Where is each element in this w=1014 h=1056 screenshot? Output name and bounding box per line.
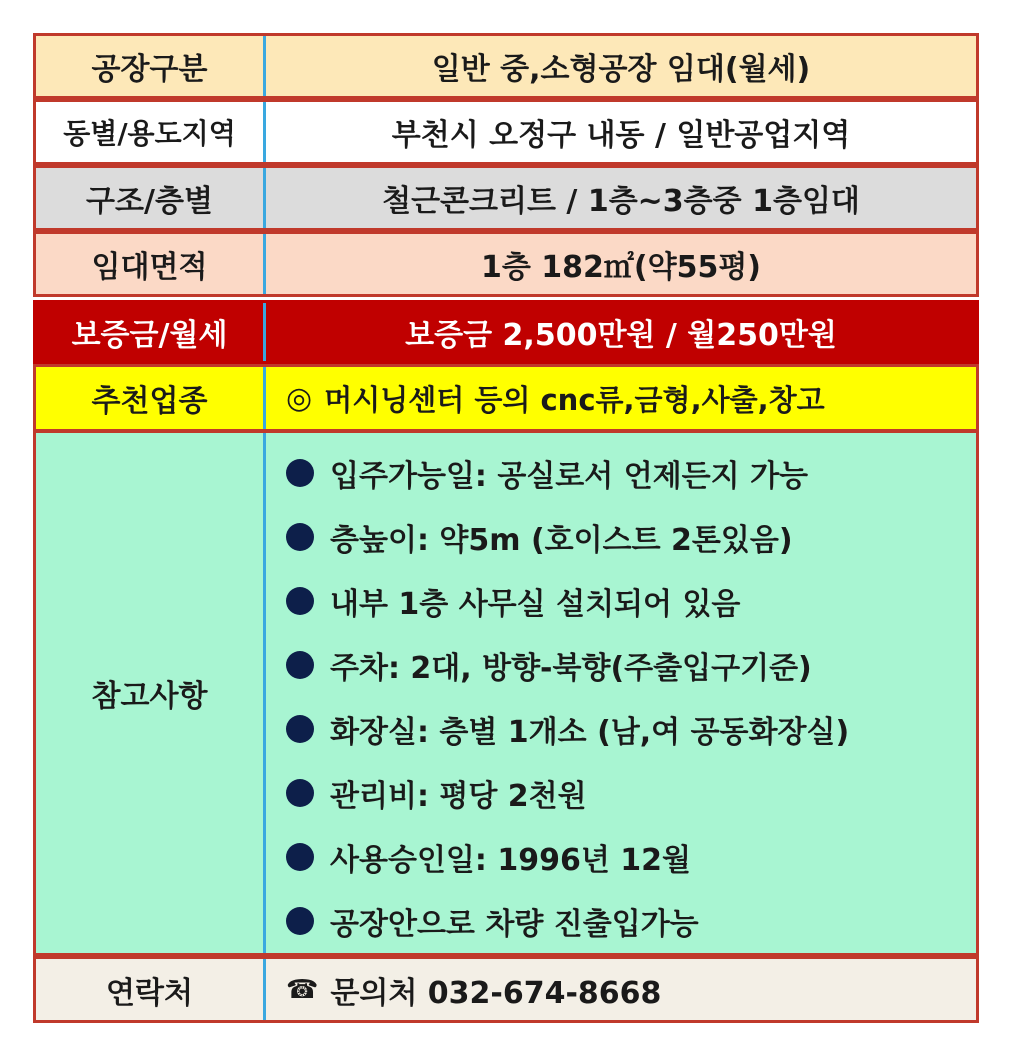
- row-location-zone: [33, 99, 979, 165]
- notes-list: [266, 433, 976, 953]
- row-recommended-business: [33, 364, 979, 432]
- row-structure-floor: [33, 165, 979, 231]
- list-item: [286, 569, 740, 633]
- location-zone-value: 부천시 오정구 내동 / 일반공업지역: [391, 118, 851, 153]
- row-lease-area: [33, 231, 979, 297]
- recommended-business-value: 머시닝센터 등의 cnc류,금형,사출,창고: [324, 382, 825, 417]
- lease-area-label: 임대면적: [36, 234, 266, 294]
- list-item: [286, 761, 587, 825]
- bullet-icon: [286, 715, 314, 743]
- list-item: [286, 633, 812, 697]
- bullet-icon: [286, 523, 314, 551]
- note-text: 공장안으로 차량 진출입가능: [330, 907, 699, 942]
- list-item: [286, 697, 849, 761]
- recommended-business-label: 추천업종: [36, 367, 266, 429]
- factory-type-label: 공장구분: [36, 36, 266, 96]
- location-zone-label: 동별/용도지역: [36, 102, 266, 162]
- note-text: 내부 1층 사무실 설치되어 있음: [330, 587, 741, 622]
- deposit-rent-value: 보증금 2,500만원 / 월250만원: [405, 318, 837, 353]
- notes-label: 참고사항: [36, 433, 266, 953]
- note-text: 사용승인일: 1996년 12월: [330, 843, 691, 878]
- note-text: 관리비: 평당 2천원: [330, 779, 587, 814]
- listing-sheet: [33, 33, 979, 1023]
- bullet-icon: [286, 843, 314, 871]
- lease-area-value: 1층 182㎡(약55평): [480, 250, 762, 285]
- bullet-icon: [286, 587, 314, 615]
- bullet-icon: [286, 779, 314, 807]
- row-factory-type: [33, 33, 979, 99]
- row-contact: [33, 956, 979, 1023]
- bullet-icon: [286, 459, 314, 487]
- row-deposit-rent: [33, 300, 979, 364]
- phone-icon: ☎: [286, 974, 319, 1005]
- factory-type-value: 일반 중,소형공장 임대(월세): [431, 52, 811, 87]
- list-item: [286, 505, 793, 569]
- bullet-icon: [286, 907, 314, 935]
- bullet-icon: [286, 651, 314, 679]
- list-item: [286, 441, 808, 505]
- row-notes: [33, 430, 979, 956]
- contact-value[interactable]: 문의처 032-674-8668: [330, 975, 662, 1011]
- note-text: 입주가능일: 공실로서 언제든지 가능: [330, 459, 809, 494]
- list-item: [286, 825, 691, 889]
- structure-floor-value: 철근콘크리트 / 1층~3층중 1층임대: [382, 184, 860, 219]
- note-text: 주차: 2대, 방향-북향(주출입구기준): [330, 651, 812, 686]
- note-text: 화장실: 층별 1개소 (남,여 공동화장실): [330, 715, 850, 750]
- deposit-rent-label: 보증금/월세: [36, 303, 266, 361]
- list-item: [286, 889, 699, 953]
- double-circle-icon: ◎: [286, 380, 313, 416]
- structure-floor-label: 구조/층별: [36, 168, 266, 228]
- contact-value-wrap: [266, 959, 976, 1020]
- recommended-business-value-wrap: [266, 367, 976, 429]
- contact-label: 연락처: [36, 959, 266, 1020]
- note-text: 층높이: 약5m (호이스트 2톤있음): [330, 523, 793, 558]
